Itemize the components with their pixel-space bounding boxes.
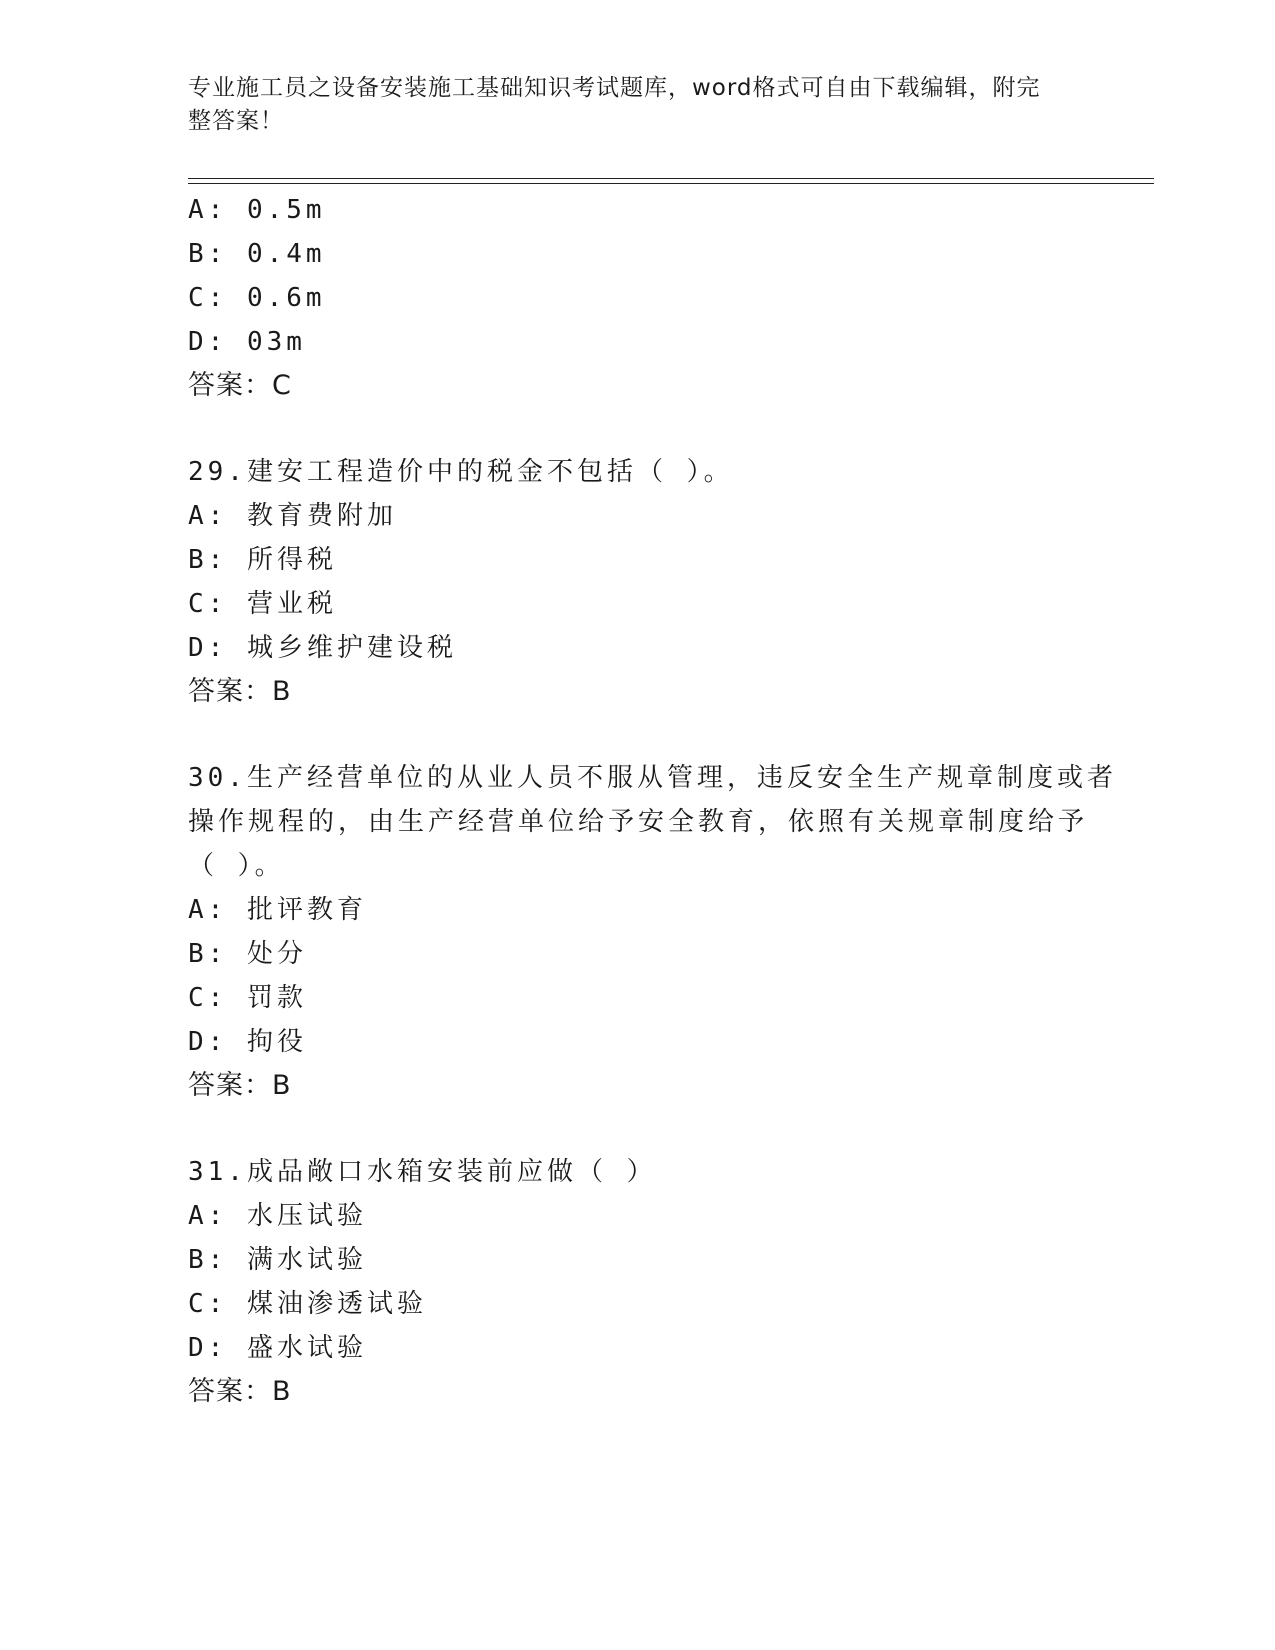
q28-option-a: A: 0.5m [188, 195, 326, 225]
q30-option-a: A: 批评教育 [188, 895, 367, 925]
q31-answer: 答案：B [188, 1376, 292, 1407]
q31-option-a: A: 水压试验 [188, 1201, 367, 1231]
q30-question-line-2: 操作规程的，由生产经营单位给予安全教育，依照有关规章制度给予 [188, 807, 1089, 837]
q30-option-d: D: 拘役 [188, 1027, 307, 1057]
q31-option-c: C: 煤油渗透试验 [188, 1289, 427, 1319]
q28-option-c: C: 0.6m [188, 283, 326, 313]
q29-answer: 答案：B [188, 676, 292, 707]
q31-question: 31.成品敞口水箱安装前应做（ ） [188, 1157, 657, 1187]
q28-option-d: D: 03m [188, 327, 306, 357]
header-divider-bottom [188, 183, 1154, 184]
q30-option-c: C: 罚款 [188, 983, 307, 1013]
q28-answer: 答案：C [188, 370, 292, 401]
q29-option-d: D: 城乡维护建设税 [188, 633, 457, 663]
q30-option-b: B: 处分 [188, 939, 307, 969]
q30-question-line-1: 30.生产经营单位的从业人员不服从管理，违反安全生产规章制度或者 [188, 763, 1117, 793]
q30-answer: 答案：B [188, 1070, 292, 1101]
header-line-2: 整答案！ [188, 108, 284, 134]
q31-option-b: B: 满水试验 [188, 1245, 367, 1275]
q29-option-b: B: 所得税 [188, 545, 337, 575]
header-line-1: 专业施工员之设备安装施工基础知识考试题库，word格式可自由下载编辑，附完 [188, 75, 1041, 101]
q28-option-b: B: 0.4m [188, 239, 326, 269]
q29-option-a: A: 教育费附加 [188, 501, 397, 531]
header-divider-top [188, 178, 1154, 179]
q30-question-line-3: （ ）。 [188, 851, 285, 881]
document-header [188, 72, 1068, 138]
q31-option-d: D: 盛水试验 [188, 1333, 367, 1363]
q29-option-c: C: 营业税 [188, 589, 337, 619]
q29-question: 29.建安工程造价中的税金不包括（ ）。 [188, 457, 734, 487]
